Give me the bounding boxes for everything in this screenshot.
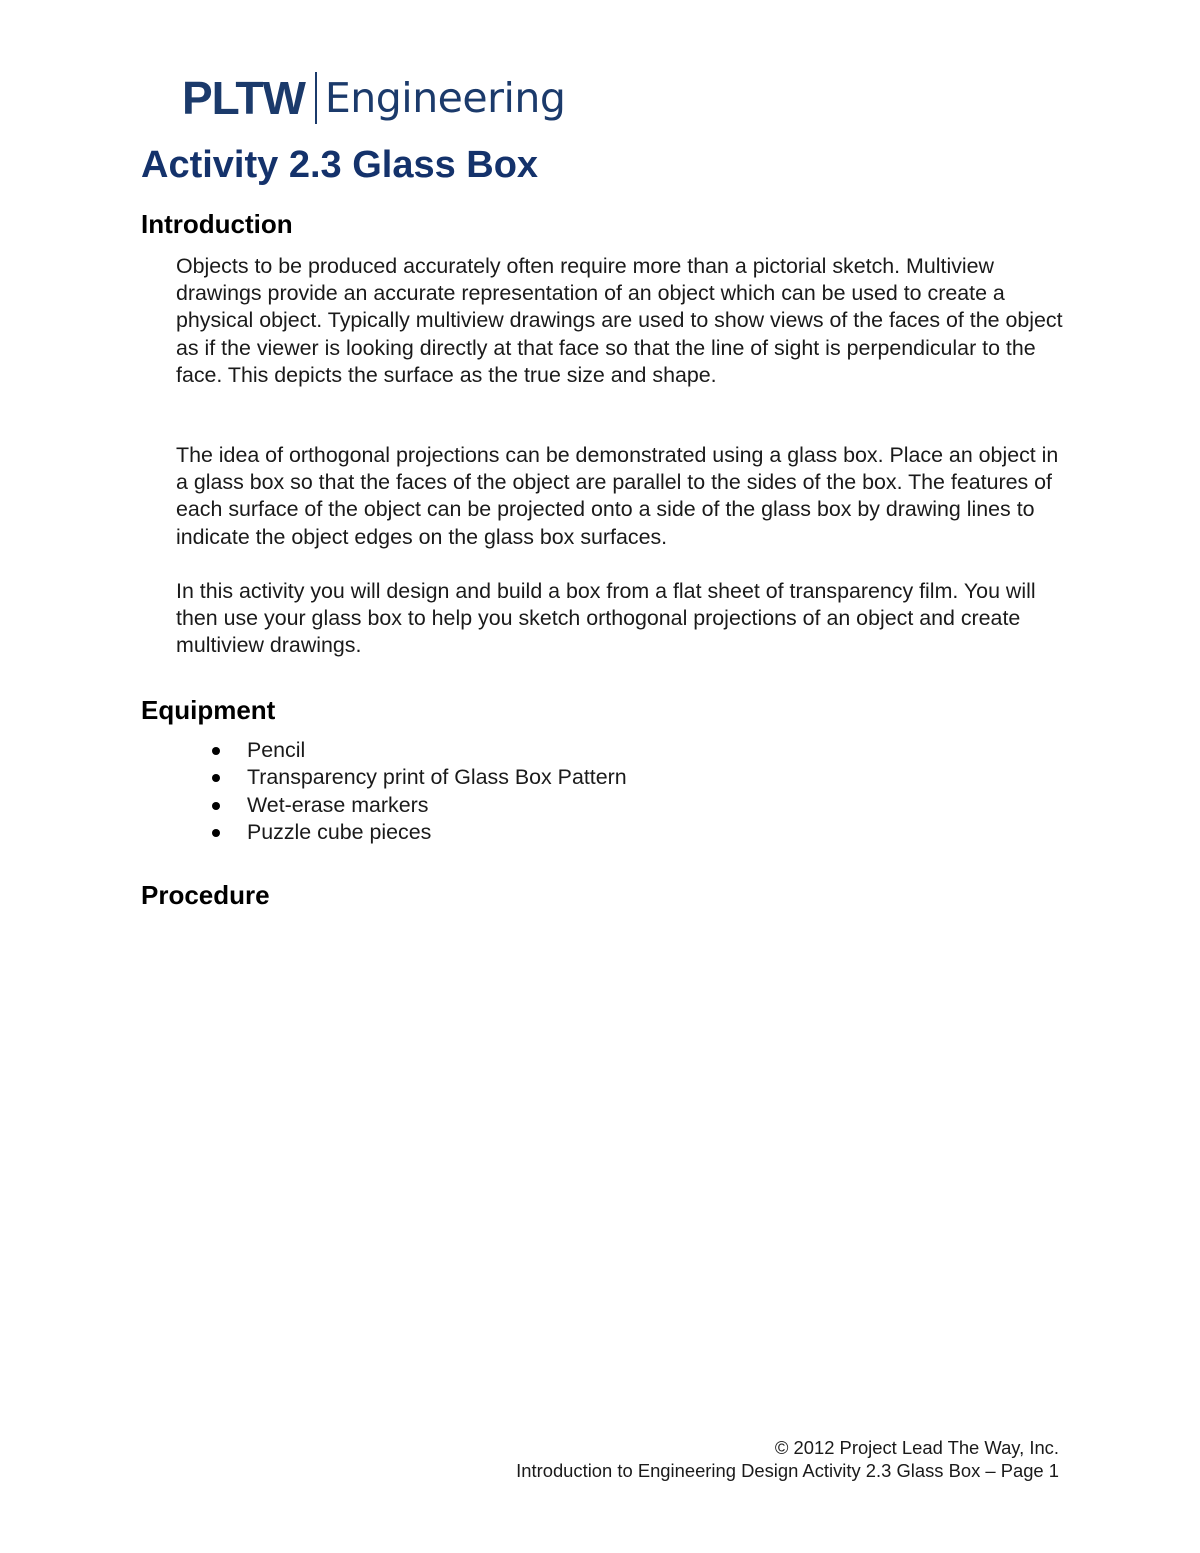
page-footer (516, 1436, 1059, 1482)
bullet-icon (212, 747, 220, 755)
equipment-heading: Equipment (141, 695, 276, 725)
footer-page-info: Introduction to Engineering Design Activity 2.3 Glass Box – Page 1 (516, 1460, 1059, 1481)
logo-brand: PLTW (182, 72, 305, 124)
equipment-list (176, 737, 627, 847)
footer-copyright: © 2012 Project Lead The Way, Inc. (774, 1437, 1059, 1458)
logo-divider (315, 72, 317, 124)
list-item (176, 819, 627, 846)
intro-paragraph-1: Objects to be produced accurately often require more than a pictorial sketch. Multiview drawings provide an accurate representation of an object which can be used to create a physical object. Typically multiview drawings are used to show views of the faces of the object as if the viewer is looking directly at that face so that the line of sight is perpendicular to the face. This depicts the surface as the true size and shape. (176, 254, 1063, 387)
list-item (176, 792, 627, 819)
intro-paragraph-3: In this activity you will design and build a box from a flat sheet of transparency film. You will then use your glass box to help you sketch orthogonal projections of an object and create multiview drawings. (176, 579, 1036, 658)
bullet-icon (212, 802, 220, 810)
equipment-item-label: Transparency print of Glass Box Pattern (247, 765, 627, 790)
pltw-engineering-logo (182, 70, 565, 126)
intro-paragraph-2: The idea of orthogonal projections can be demonstrated using a glass box. Place an object in a glass box so that the faces of the object are parallel to the sides of the box. The features of each surface of the object can be projected onto a side of the glass box by drawing lines to indicate the object edges on the glass box surfaces. (176, 443, 1059, 549)
introduction-heading: Introduction (141, 209, 293, 239)
logo-word: Engineering (324, 73, 566, 122)
equipment-item-label: Pencil (247, 738, 306, 762)
list-item (176, 737, 627, 764)
list-item (176, 764, 627, 791)
bullet-icon (212, 774, 220, 782)
bullet-icon (212, 829, 220, 837)
page-title: Activity 2.3 Glass Box (141, 144, 539, 186)
equipment-item-label: Puzzle cube pieces (247, 820, 432, 845)
equipment-item-label: Wet-erase markers (247, 792, 429, 817)
procedure-heading: Procedure (141, 880, 270, 910)
